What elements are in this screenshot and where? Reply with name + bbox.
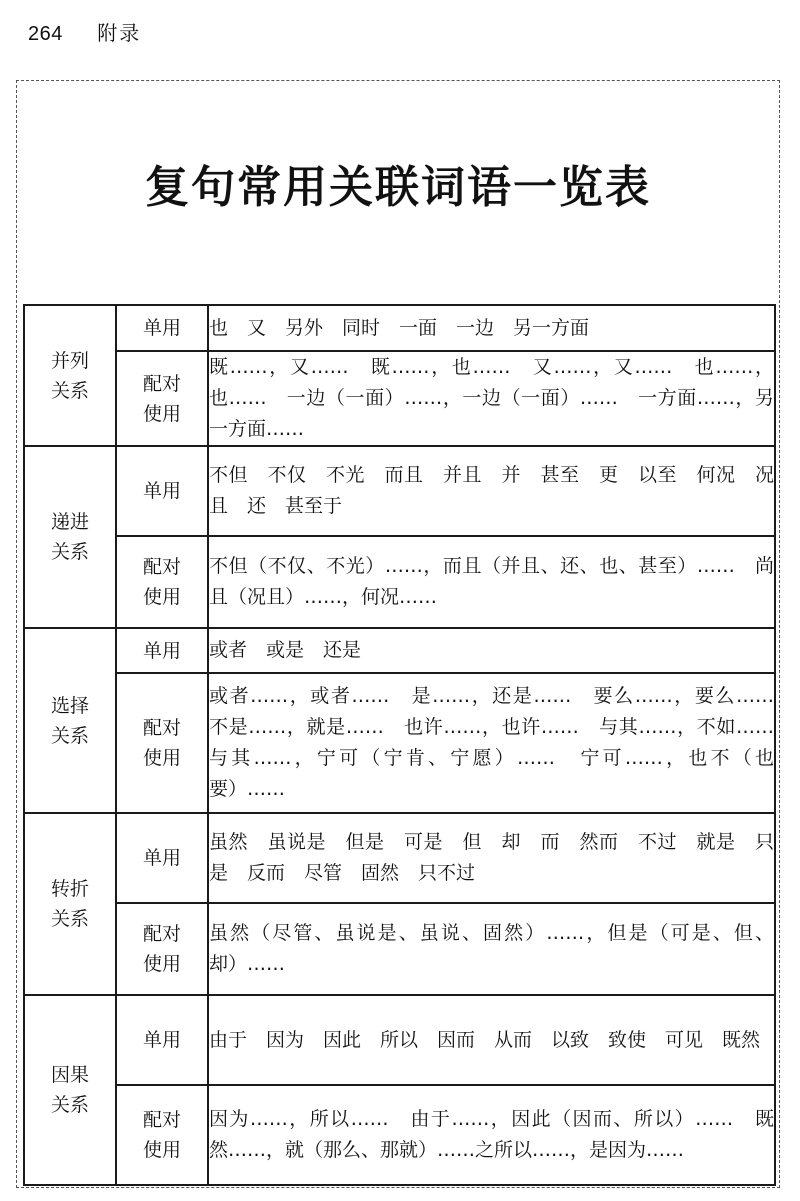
usage-label: 单用 — [142, 1029, 181, 1051]
usage-label: 配对使用 — [142, 1109, 181, 1161]
table-row — [24, 351, 775, 446]
category-label: 并列关系 — [50, 349, 89, 402]
table-row — [24, 813, 775, 903]
table-row — [24, 305, 775, 351]
conjunction-table — [23, 304, 794, 1186]
words-cell: 既……，又…… 既……，也…… 又……，又…… 也……，也…… 一边（一面）……，一边（一面）…… 一方面……，另一方面…… — [208, 351, 775, 446]
table-row — [24, 903, 775, 995]
category-label: 递进关系 — [50, 511, 89, 563]
usage-label: 单用 — [142, 480, 181, 502]
usage-cell — [116, 446, 208, 536]
words-cell: 或者 或是 还是 — [208, 628, 775, 673]
category-cell — [24, 813, 116, 995]
words-cell: 不但（不仅、不光）……，而且（并且、还、也、甚至）…… 尚且（况且）……，何况…… — [208, 536, 775, 628]
usage-cell — [116, 1085, 208, 1185]
category-cell — [24, 995, 116, 1185]
usage-cell — [116, 995, 208, 1085]
category-label: 转折关系 — [50, 878, 89, 930]
table-row — [24, 536, 775, 628]
words-cell: 不但 不仅 不光 而且 并且 并 甚至 更 以至 何况 况且 还 甚至于 — [208, 446, 775, 536]
usage-cell — [116, 351, 208, 446]
category-cell — [24, 446, 116, 628]
usage-cell — [116, 903, 208, 995]
category-label: 选择关系 — [50, 694, 89, 747]
table-row — [24, 628, 775, 673]
usage-label: 单用 — [142, 317, 181, 339]
usage-label: 配对使用 — [142, 717, 181, 769]
table-row — [24, 673, 775, 813]
table-row — [24, 1085, 775, 1185]
page-header — [28, 18, 141, 48]
category-cell — [24, 305, 116, 446]
words-cell: 由于 因为 因此 所以 因而 从而 以致 致使 可见 既然 — [208, 995, 775, 1085]
usage-label: 配对使用 — [142, 923, 181, 975]
words-cell: 虽然 虽说是 但是 可是 但 却 而 然而 不过 就是 只是 反而 尽管 固然 只不过 — [208, 813, 775, 903]
table-row — [24, 995, 775, 1085]
words-cell: 因为……，所以…… 由于……，因此（因而、所以）…… 既然……，就（那么、那就）……之所以……，是因为…… — [208, 1085, 775, 1185]
table-row — [24, 446, 775, 536]
category-label: 因果关系 — [50, 1064, 89, 1116]
section-label: 附录 — [97, 21, 142, 45]
usage-label: 单用 — [142, 847, 181, 869]
usage-label: 配对使用 — [142, 556, 181, 608]
words-cell: 或者……，或者…… 是……，还是…… 要么……，要么…… 不是……，就是…… 也许……，也许…… 与其……，不如…… 与其……，宁可（宁肯、宁愿）…… 宁可……，也不（也要）…… — [208, 673, 775, 813]
words-cell: 虽然（尽管、虽说是、虽说、固然）……，但是（可是、但、却）…… — [208, 903, 775, 995]
usage-cell — [116, 305, 208, 351]
page-title: 复句常用关联词语一览表 — [145, 162, 651, 213]
words-cell: 也 又 另外 同时 一面 一边 另一方面 — [208, 305, 775, 351]
usage-cell — [116, 673, 208, 813]
usage-label: 配对使用 — [142, 372, 181, 425]
usage-cell — [116, 628, 208, 673]
usage-cell — [116, 536, 208, 628]
category-cell — [24, 628, 116, 813]
usage-label: 单用 — [142, 639, 181, 662]
usage-cell — [116, 813, 208, 903]
page-number: 264 — [28, 23, 63, 45]
